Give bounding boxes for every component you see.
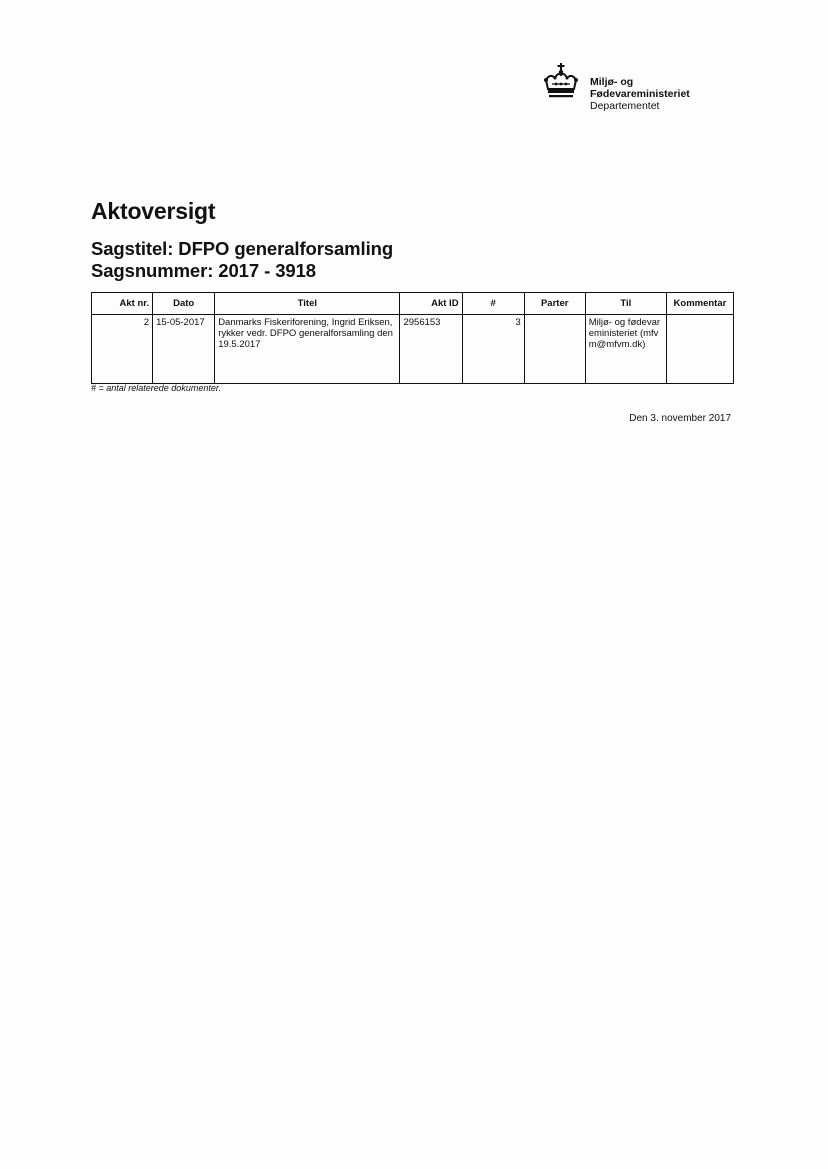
ministry-name-line1: Miljø- og — [590, 76, 634, 88]
ministry-logo-block — [540, 62, 690, 112]
case-title: Sagstitel: DFPO generalforsamling — [91, 238, 394, 259]
cell-dato: 15-05-2017 — [153, 315, 215, 384]
header-antal: # — [462, 293, 524, 315]
header-til: Til — [585, 293, 666, 315]
table-footnote: # = antal relaterede dokumenter. — [91, 383, 221, 393]
document-title: Aktoversigt — [91, 198, 216, 224]
department-name: Departementet — [590, 100, 660, 112]
header-dato: Dato — [153, 293, 215, 315]
header-parter: Parter — [524, 293, 585, 315]
cell-titel: Danmarks Fiskeriforening, Ingrid Eriksen, rykker vedr. DFPO generalforsamling den 19.5.2017 — [215, 315, 400, 384]
cell-antal: 3 — [462, 315, 524, 384]
document-list-table — [91, 292, 734, 384]
header-kommentar: Kommentar — [666, 293, 733, 315]
header-akt-id: Akt ID — [400, 293, 462, 315]
ministry-name — [590, 76, 690, 112]
cell-akt-id: 2956153 — [400, 315, 462, 384]
header-titel: Titel — [215, 293, 400, 315]
cell-akt-nr: 2 — [92, 315, 153, 384]
header-akt-nr: Akt nr. — [92, 293, 153, 315]
case-number: Sagsnummer: 2017 - 3918 — [91, 260, 316, 281]
crown-icon — [540, 62, 582, 104]
table-header-row — [92, 293, 734, 315]
document-date: Den 3. november 2017 — [629, 413, 731, 424]
ministry-name-line2: Fødevareministeriet — [590, 88, 690, 100]
cell-kommentar — [666, 315, 733, 384]
cell-til: Miljø- og fødevareministeriet (mfvm@mfvm.dk) — [585, 315, 666, 384]
cell-parter — [524, 315, 585, 384]
table-row — [92, 315, 734, 384]
